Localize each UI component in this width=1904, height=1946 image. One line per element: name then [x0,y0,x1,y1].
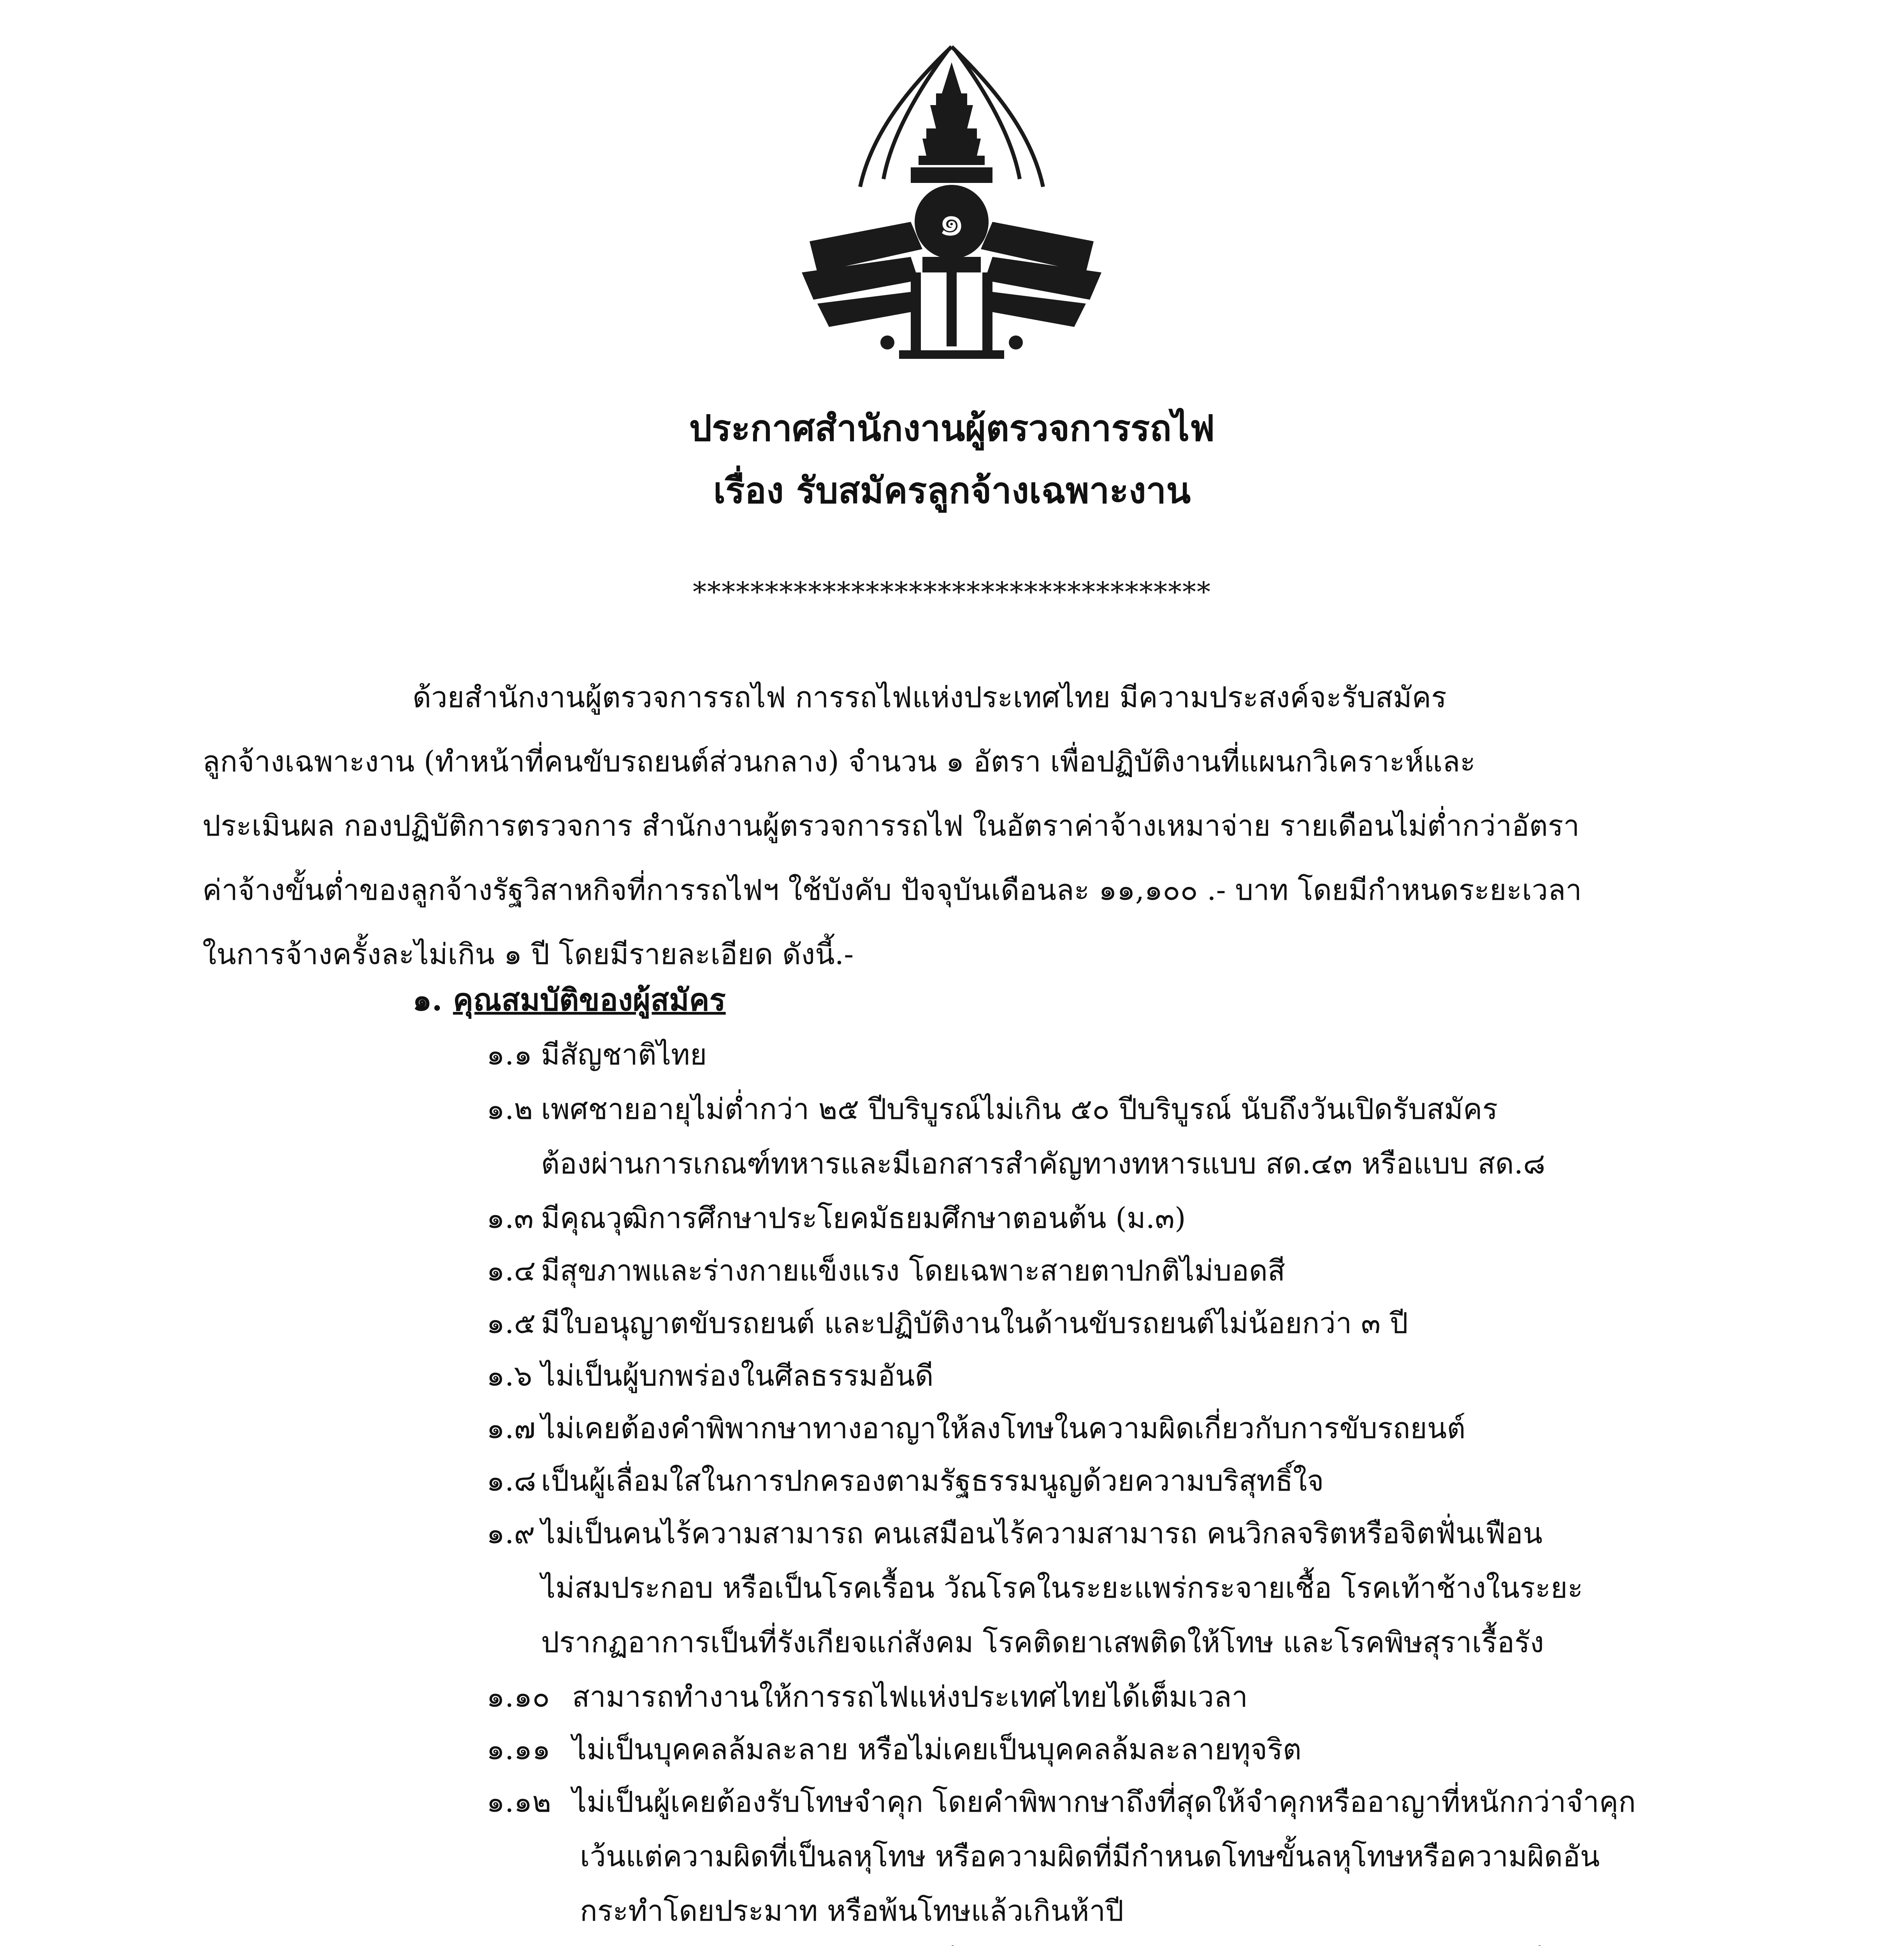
item-text: เว้นแต่ความผิดที่เป็นลหุโทษ หรือความผิดที่มีกำหนดโทษขั้นลหุโทษหรือความผิดอัน [580,1840,1600,1873]
item-text: เป็นผู้เลื่อมใสในการปกครองตามรัฐธรรมนูญด้วยความบริสุทธิ์ใจ [541,1464,1324,1498]
item-text: มีใบอนุญาตขับรถยนต์ และปฏิบัติงานในด้านขับรถยนต์ไม่น้อยกว่า ๓ ปี [541,1307,1408,1340]
section-number: ๑. [413,982,443,1018]
item-number: ๑.๓ [487,1201,534,1235]
item-text: ไม่สมประกอบ หรือเป็นโรคเรื้อน วัณโรคในระยะแพร่กระจายเชื้อ โรคเท้าช้างในระยะ [541,1571,1583,1605]
section-heading [413,973,726,1027]
item-text: สามารถทำงานให้การรถไฟแห่งประเทศไทยได้เต็มเวลา [572,1680,1248,1714]
item-text: ไม่เคยต้องคำพิพากษาทางอาญาให้ลงโทษในความผิดเกี่ยวกับการขับรถยนต์ [541,1412,1466,1445]
item-number: ๑.๗ [487,1412,536,1445]
intro-line: ลูกจ้างเฉพาะงาน (ทำหน้าที่คนขับรถยนต์ส่วนกลาง) จำนวน ๑ อัตรา เพื่อปฏิบัติงานที่แผนกวิเคราะห์และ [202,745,1476,778]
item-text [580,1938,1608,1946]
divider-asterisks: ************************************ [693,576,1211,608]
section-title: คุณสมบัติของผู้สมัคร [453,982,726,1018]
item-text: ปรากฏอาการเป็นที่รังเกียจแก่สังคม โรคติดยาเสพติดให้โทษ และโรคพิษสุราเรื้อรัง [541,1626,1544,1659]
item-text: มีสัญชาติไทย [541,1038,707,1071]
item-number: ๑.๑๐ [487,1680,550,1714]
item-text: เพศชายอายุไม่ต่ำกว่า ๒๕ ปีบริบูรณ์ไม่เกิน ๕๐ ปีบริบูรณ์ นับถึงวันเปิดรับสมัคร [541,1092,1498,1126]
intro-line: ค่าจ้างขั้นต่ำของลูกจ้างรัฐวิสาหกิจที่การรถไฟฯ ใช้บังคับ ปัจจุบันเดือนละ ๑๑,๑๐๐ .- บาท โดยมีกำหนดระยะเวลา [202,873,1582,907]
item-text: ไม่เป็นคนไร้ความสามารถ คนเสมือนไร้ความสามารถ คนวิกลจริตหรือจิตฟั่นเฟือน [541,1517,1543,1550]
item-number: ๑.๑ [487,1038,532,1071]
intro-line: ด้วยสำนักงานผู้ตรวจการรถไฟ การรถไฟแห่งประเทศไทย มีความประสงค์จะรับสมัคร [413,681,1447,714]
item-number: ๑.๖ [487,1359,532,1393]
item-text: มีสุขภาพและร่างกายแข็งแรง โดยเฉพาะสายตาปกติไม่บอดสี [541,1254,1286,1287]
item-text: ไม่เป็นผู้บกพร่องในศีลธรรมอันดี [541,1359,934,1393]
item-number: ๑.๑๒ [487,1785,552,1819]
item-number [494,1938,560,1946]
item-number: ๑.๑๑ [487,1733,551,1766]
item-text: มีคุณวุฒิการศึกษาประโยคมัธยมศึกษาตอนต้น (ม.๓) [541,1201,1186,1235]
item-text: ต้องผ่านการเกณฑ์ทหารและมีเอกสารสำคัญทางทหารแบบ สด.๔๓ หรือแบบ สด.๘ [541,1147,1546,1180]
item-number: ๑.๔ [487,1254,536,1287]
svg-text:๑: ๑ [938,196,965,246]
item-number: ๑.๒ [487,1092,533,1126]
item-text: กระทำโดยประมาท หรือพ้นโทษแล้วเกินห้าปี [580,1894,1124,1928]
announcement-subject: เรื่อง รับสมัครลูกจ้างเฉพาะงาน [713,469,1191,511]
item-number: ๑.๘ [487,1464,536,1498]
item-number: ๑.๕ [487,1307,536,1340]
intro-line: ประเมินผล กองปฏิบัติการตรวจการ สำนักงานผู้ตรวจการรถไฟ ในอัตราค่าจ้างเหมาจ่าย รายเดือนไม่ต่ำกว่าอัตรา [202,809,1580,843]
item-text: ไม่เป็นผู้เคยต้องรับโทษจำคุก โดยคำพิพากษาถึงที่สุดให้จำคุกหรืออาญาที่หนักกว่าจำคุก [572,1785,1636,1819]
railway-emblem-icon [794,39,1109,381]
intro-line: ในการจ้างครั้งละไม่เกิน ๑ ปี โดยมีรายละเอียด ดังนี้.- [202,938,854,971]
item-number: ๑.๙ [487,1517,535,1550]
announcement-title: ประกาศสำนักงานผู้ตรวจการรถไฟ [689,407,1215,449]
item-text: ไม่เป็นบุคคลล้มละลาย หรือไม่เคยเป็นบุคคลล้มละลายทุจริต [572,1733,1302,1766]
